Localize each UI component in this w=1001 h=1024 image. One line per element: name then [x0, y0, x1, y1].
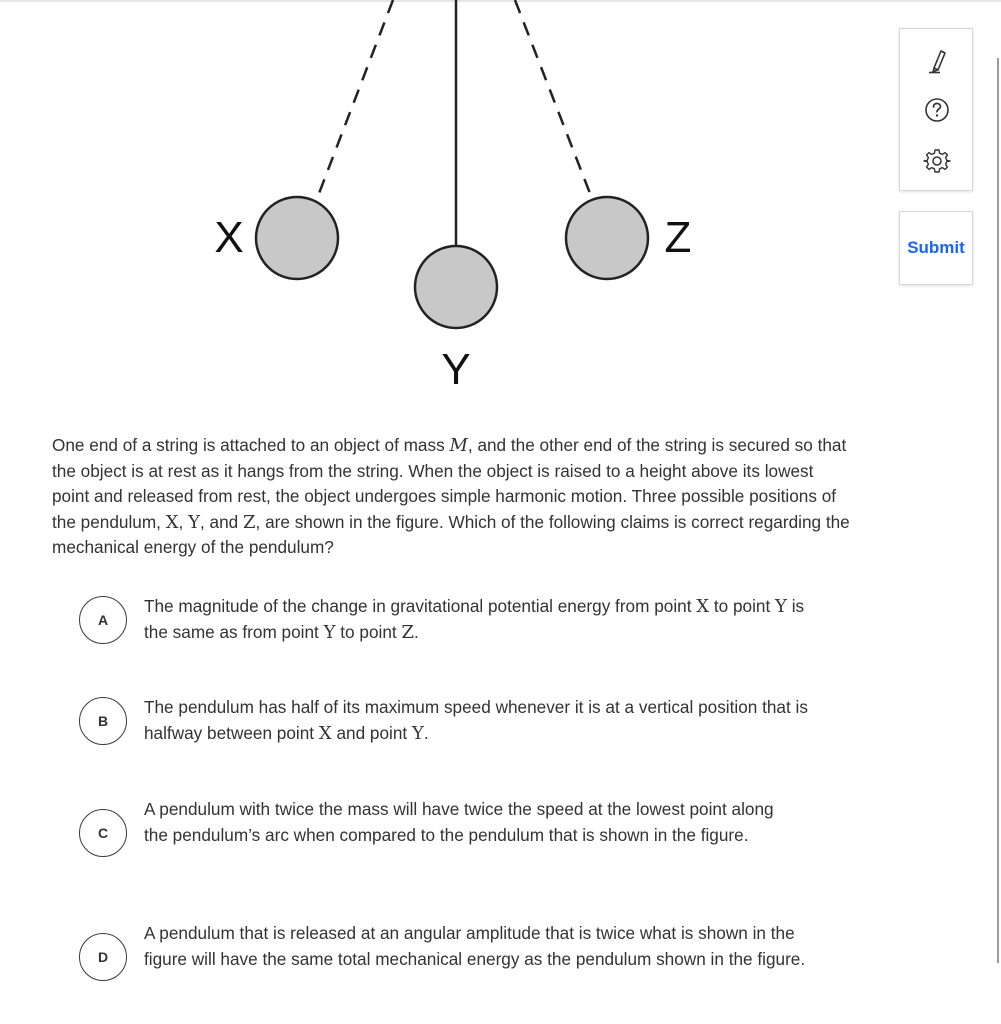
choice-d-text: A pendulum that is released at an angular amplitude that is twice what is shown in the figure will have the same total mechanical energy as the pendulum shown in the figure. — [144, 923, 806, 969]
question-part: , and — [200, 511, 244, 532]
settings-icon — [923, 147, 951, 175]
tool-panel — [899, 28, 973, 191]
submit-button[interactable]: Submit — [899, 211, 973, 285]
question-part: , — [178, 511, 189, 532]
label-z: Z — [664, 213, 692, 262]
question-part: , and the other end of the string is secured so that the object is at rest as it hangs from the string. When the object is raised to a height above its lowest point and released from rest, the object undergoes simple harmonic motion. Three possible positions of the pendulum, — [52, 435, 847, 532]
math-x: X — [165, 511, 179, 533]
choice-text-part: to point — [335, 621, 402, 642]
math-x: X — [696, 596, 710, 617]
math-y: Y — [411, 722, 424, 744]
settings-button[interactable] — [900, 141, 974, 181]
choice-text-part: The pendulum has half of its maximum speed whenever it is at a vertical position that is halfway between point — [144, 697, 808, 743]
pendulum-diagram — [0, 0, 900, 400]
label-x: X — [214, 213, 244, 262]
math-z: Z — [243, 511, 256, 533]
choice-text-part: to point — [709, 596, 776, 616]
scrollbar[interactable] — [997, 58, 999, 963]
math-m: M — [449, 435, 468, 456]
help-button[interactable] — [900, 90, 974, 130]
bob-x — [256, 197, 338, 279]
choice-text-part: The magnitude of the change in gravitational potential energy from point — [144, 596, 697, 616]
question-part: , are shown in the figure. Which of the following claims is correct regarding the mechanical energy of the pendulum? — [52, 511, 850, 557]
math-y: Y — [323, 621, 336, 643]
choice-a-text — [144, 594, 824, 645]
pendulum-figure — [0, 0, 900, 400]
label-y: Y — [441, 345, 471, 394]
math-y: Y — [775, 596, 787, 617]
pencil-button[interactable] — [900, 41, 974, 81]
choice-text-part: and point — [331, 722, 412, 743]
choice-b-text — [144, 695, 824, 746]
choice-b-radio[interactable]: B — [79, 697, 127, 745]
choice-a-radio[interactable]: A — [79, 596, 127, 644]
bob-y — [415, 246, 497, 328]
math-z: Z — [401, 621, 414, 643]
math-y: Y — [188, 511, 200, 533]
choice-text-part: . — [413, 621, 419, 642]
help-icon — [924, 97, 950, 123]
string-x — [318, 0, 393, 196]
choice-d-radio[interactable]: D — [79, 933, 127, 981]
choice-text-part: is the same as from point — [144, 596, 805, 642]
pencil-icon — [926, 48, 948, 74]
choice-text-part: . — [423, 722, 429, 743]
choice-c-text: A pendulum with twice the mass will have twice the speed at the lowest point along the pendulum’s arc when compared to the pendulum that is shown in the figure. — [144, 799, 774, 845]
string-z — [515, 0, 591, 196]
math-x: X — [318, 722, 332, 744]
choice-c-radio[interactable]: C — [79, 809, 127, 857]
bob-z — [566, 197, 648, 279]
question-part: One end of a string is attached to an object of mass — [52, 435, 450, 455]
question-text — [52, 433, 852, 561]
